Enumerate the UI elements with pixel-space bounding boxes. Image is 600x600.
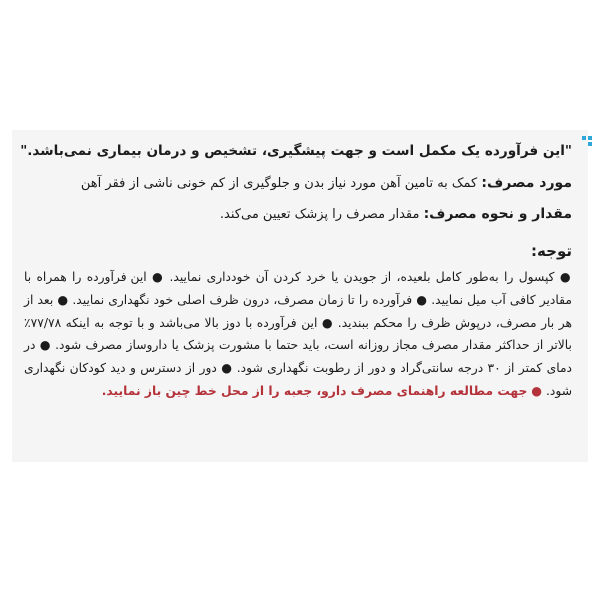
notes-heading: توجه: [531,242,572,260]
note-item: کپسول را به‌طور کامل بلعیده، از جویدن یا خرد کردن آن خودداری نمایید. [169,270,555,284]
bullet-icon: ● [39,338,51,353]
dosage-label: مقدار و نحوه مصرف: [423,206,572,222]
note-item: این فرآورده با دوز بالا می‌باشد و با توجه به اینکه ۷۷/۷۸٪ بالاتر از حداکثر مقدار مصرف مجاز روزانه است، باید حتما با مشورت پزشک یا داروساز مصرف شود. [24,315,572,353]
bullet-icon: ● [416,292,428,307]
usage-label: مورد مصرف: [481,175,572,191]
usage-text: کمک به تامین آهن مورد نیاز بدن و جلوگیری از کم خونی ناشی از فقر آهن [80,176,482,191]
leaflet-text [20,140,573,403]
dosage-line [24,203,572,226]
bullet-icon: ● [559,270,572,284]
bullet-icon: ● [321,315,334,330]
note-item: در دمای کمتر از ۳۰ درجه سانتی‌گراد و دور از رطوبت نگهداری شود. [24,338,573,376]
warning-note: جهت مطالعه راهنمای مصرف دارو، جعبه را از محل خط چین باز نمایید. [101,383,528,398]
supplement-disclaimer: "این فرآورده یک مکمل است و جهت پیشگیری، تشخیص و درمان بیماری نمی‌باشد." [20,143,572,159]
bullet-icon: ● [57,292,69,307]
dosage-text: مقدار مصرف را پزشک تعیین می‌کند. [219,207,424,222]
note-item: این فرآورده را همراه با مقادیر کافی آب میل نمایید. [24,270,572,307]
note-item: دور از دسترس و دید کودکان نگهداری شود. [24,361,572,398]
usage-line [24,172,572,195]
bullet-icon: ● [152,270,165,284]
corner-accent-icon [580,136,592,146]
note-item: فرآورده را تا زمان مصرف، درون ظرف اصلی خود نگهداری نمایید. [72,292,413,307]
note-item: بعد از هر بار مصرف، درپوش ظرف را محکم ببندید. [24,292,572,330]
notes-paragraph [24,266,572,403]
bullet-icon: ● [531,383,543,398]
bullet-icon: ● [221,361,233,376]
